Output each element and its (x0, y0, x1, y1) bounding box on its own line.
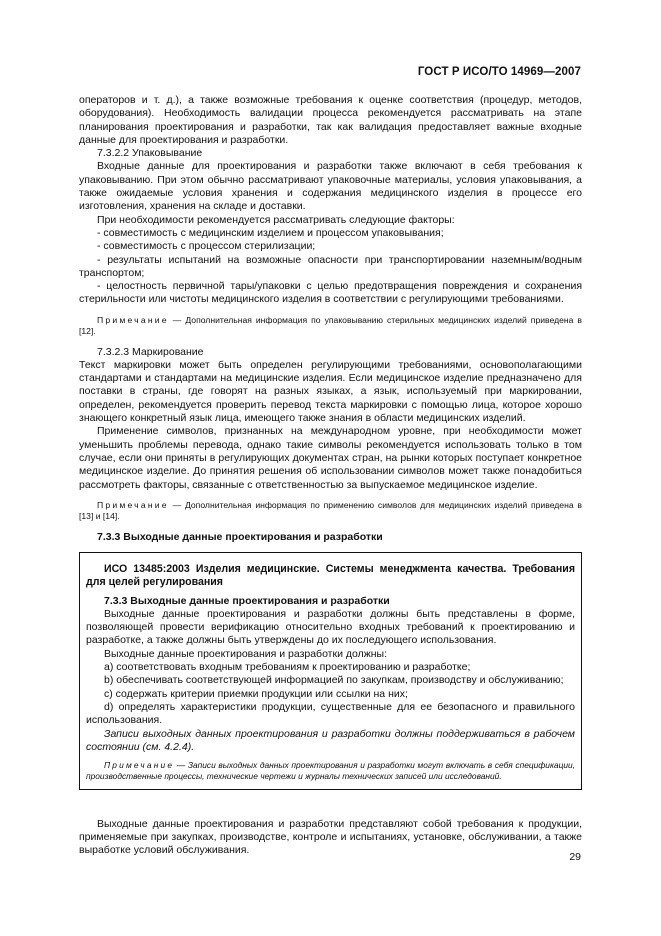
note-packaging (79, 315, 582, 338)
paragraph-packaging: Входные данные для проектирования и разработки также включают в себя требования к упаковыванию. При этом обычно рассматривают упаковочные материалы, условия упаковывания, а также ожидаемые условия хранения и содержания медицинского изделия в процессе его изготовления, хранения на складе и доставки. (79, 160, 582, 213)
box-records-statement: Записи выходных данных проектирования и разработки должны поддерживаться в рабочем состоянии (см. 4.2.4). (86, 727, 575, 753)
page-content (79, 94, 582, 857)
box-list-item-b: b) обеспечивать соответствующей информацией по закупкам, производству и обслуживанию; (104, 674, 564, 687)
section-heading-7323: 7.3.2.3 Маркирование (97, 345, 204, 358)
list-item-package-integrity: - целостность первичной тары/упаковки с целью предотвращения повреждения и сохранения стерильности или чистоты медицинского изделия в соответствии с регулирующими требованиями. (79, 280, 582, 306)
box-subheading: 7.3.3 Выходные данные проектирования и разработки (104, 594, 390, 607)
note-label: Примечание (97, 314, 169, 325)
note-text: — Записи выходных данных проектирования и разработки могут включать в себя спецификации, производственные процессы, технические чертежи и журналы технических записей или исследований. (86, 760, 575, 782)
paragraph-factors-intro: При необходимости рекомендуется рассматривать следующие факторы: (97, 213, 455, 226)
box-paragraph-form: Выходные данные проектирования и разработки должны быть представлены в форме, позволяющей провести верификацию относительно входных требований к проектированию и разработке, а также должны быть утверждены до их последующего использования. (86, 607, 575, 647)
list-item-transport-tests: - результаты испытаний на возможные опасности при транспортировании наземным/водным транспортом; (79, 253, 582, 279)
box-list-item-a: a) соответствовать входным требованиям к проектированию и разработке; (104, 661, 471, 674)
note-text: — Дополнительная информация по упаковыванию стерильных медицинских изделий приведена в [12]. (79, 314, 582, 337)
note-label: Примечание (97, 499, 169, 510)
iso-quote-box (79, 552, 582, 790)
paragraph-validation: операторов и т. д.), а также возможные требования к оценке соответствия (процедур, методов, оборудования). Необходимость валидации процесса рекомендуется рассматривать на этапе планирования проектирования и разработки, так как валидация предоставляет важные входные данные для проектирования и разработки. (79, 94, 582, 146)
list-item-compatibility-sterilization: - совместимость с процессом стерилизации; (97, 240, 316, 253)
box-list-item-d: d) определять характеристики продукции, существенные для ее безопасного и правильного использования. (86, 700, 575, 727)
box-title: ИСО 13485:2003 Изделия медицинские. Системы менеджмента качества. Требования для целей регулирования (86, 562, 575, 589)
paragraph-symbols: Применение символов, признанных на международном уровне, при необходимости может уменьшить проблемы перевода, однако такие символы рекомендуется использовать только в том случае, если они приняты в регулирующих документах стран, на рынки которых поступает конкретное медицинское изделие. До принятия решения об использовании символов может также понадобиться рассмотреть факторы, связанные с ответственностью за выпускаемое медицинское изделие. (79, 425, 582, 491)
document-header: ГОСТ Р ИСО/ТО 14969—2007 (417, 66, 581, 78)
note-text: — Дополнительная информация по применению символов для медицинских изделий приведена в [13] и [14]. (79, 499, 582, 522)
note-symbols (79, 500, 582, 523)
paragraph-outputs-summary: Выходные данные проектирования и разработки представляют собой требования к продукции, применяемые при закупках, производстве, контроле и испытаниях, установке, обслуживании, а также выработке условий обслуживания. (79, 817, 582, 857)
box-note (86, 760, 575, 782)
page-number: 29 (569, 851, 581, 863)
box-list-item-c: c) содержать критерии приемки продукции или ссылки на них; (104, 687, 408, 700)
section-heading-7322: 7.3.2.2 Упаковывание (97, 147, 203, 160)
list-item-compatibility-device: - совместимость с медицинским изделием и процессом упаковывания; (97, 226, 444, 239)
section-heading-733: 7.3.3 Выходные данные проектирования и разработки (97, 530, 383, 543)
note-label: Примечание (104, 760, 175, 771)
box-paragraph-must: Выходные данные проектирования и разработки должны: (104, 647, 388, 660)
paragraph-labeling: Текст маркировки может быть определен регулирующими требованиями, основополагающими стандартами и стандартами на медицинские изделия. Если медицинское изделие предназначено для поставки в страны, где говорят на разных языках, а язык, используемый при маркировании, определен, рекомендуется проверить перевод текста маркировки с помощью лица, которое хорошо знающего конкретный язык лица, имеющего также знания в области медицинских изделий. (79, 358, 582, 425)
